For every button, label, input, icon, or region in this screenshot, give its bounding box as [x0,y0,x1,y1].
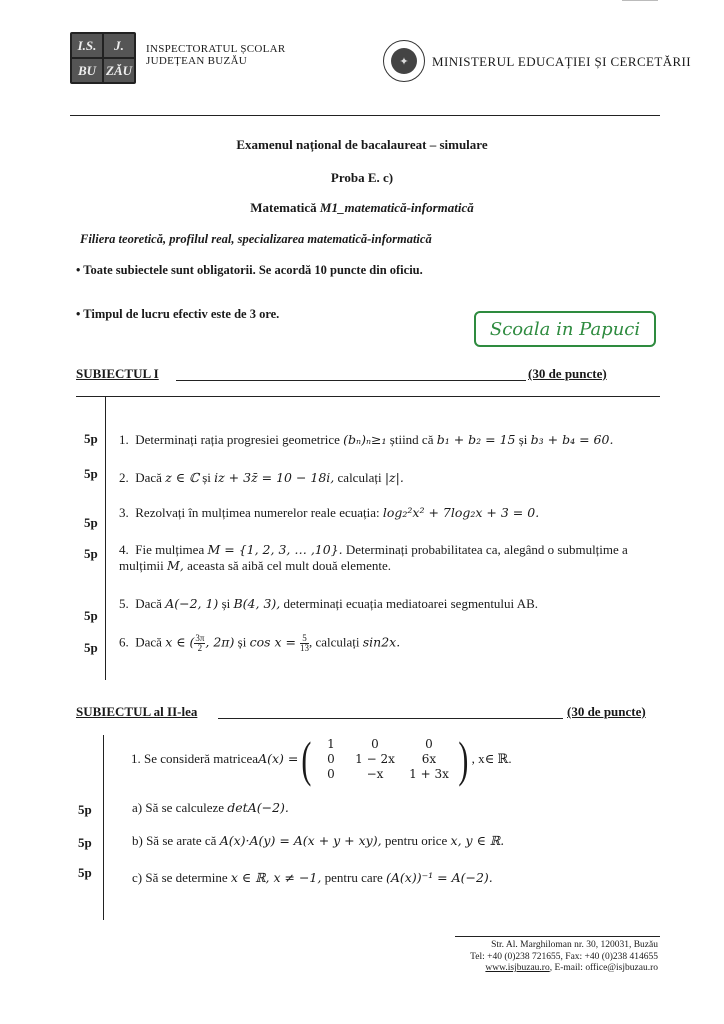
footer-email: , E-mail: office@isjbuzau.ro [549,963,658,973]
section2-margin-line [103,735,104,920]
matrix-cell: 0 [425,736,433,751]
isj-name [146,43,286,67]
footer-address [380,940,658,975]
romania-crest-icon [383,40,425,82]
section1-divider [76,396,660,397]
s1-item-4 [119,542,659,574]
s1-item-1 [119,432,613,448]
item-text: Determinați rația progresiei geometrice [135,432,344,447]
fraction-numerator: 5 [300,634,309,644]
watermark-stamp: Scoala in Papuci [474,311,656,347]
item-points: 5p [78,802,92,817]
s1-item-3 [119,505,539,521]
s2-item-a [132,800,289,816]
matrix-cell: 0 [327,766,335,781]
item-number: 1. [119,432,129,447]
section1-underline [176,380,526,381]
item-text: , x∈ ℝ. [471,751,512,766]
item-math: B(4, 3), [233,596,281,611]
item-points: 5p [84,466,98,481]
crest-shield-icon: ✦ [391,48,417,74]
fraction-numerator: 3π [195,633,205,643]
item-math: b₃ + b₄ = 60. [530,432,614,447]
item-math: cos x = [249,634,300,650]
item-math: z ∈ ℂ [165,470,199,485]
item-points: 5p [84,640,98,655]
matrix-left-paren: ( [301,731,312,787]
item-math: iz + 3z̄ = 10 − 18i, [214,470,335,485]
item-math: A(x)·A(y) = A(x + y + xy), [219,833,382,848]
s1-item-5 [119,596,538,612]
subject-name: M1_matematică-informatică [319,200,474,215]
item-text: Dacă [135,596,166,611]
isj-logo-cell: I.S. [72,34,102,57]
matrix-cell: 1 + 3x [409,766,449,781]
matrix-cell: 1 [327,736,335,751]
fraction [194,634,205,653]
item-math: (A(x))⁻¹ = A(−2). [385,870,493,885]
exam-title: Examenul național de bacalaureat – simulare [236,137,488,152]
item-text: c) Să se determine [132,870,231,885]
isj-logo-cell: BU [72,59,102,82]
item-points: 5p [78,835,92,850]
section1-points: (30 de puncte) [528,366,607,381]
matrix-cell: 6x [421,751,437,766]
item-text: b) Să se arate că [132,833,220,848]
matrix-right-paren: ) [458,731,469,787]
section2-title: SUBIECTUL al II-lea [76,704,198,719]
item-points: 5p [84,515,98,530]
item-text: Determinați probabilitatea ca, alegând o submulțime a mulțimii [119,542,628,573]
item-text: a) Să se calculeze [132,800,228,815]
s2-item-c [132,870,493,886]
isj-logo-cell: J. [104,34,134,57]
item-text: Dacă [135,470,166,485]
item-math: M = {1, 2, 3, … ,10}. [207,542,343,557]
page-edge-mark [622,0,658,1]
footer-contact [380,963,658,975]
item-number: 3. [119,505,129,520]
instruction-mandatory: • Toate subiectele sunt obligatorii. Se acordă 10 puncte din oficiu. [76,263,423,277]
item-text: determinați ecuația mediatoarei segmentului AB. [280,596,538,611]
item-text: Dacă [135,634,166,650]
footer-street: Str. Al. Marghiloman nr. 30, 120031, Buzău [491,940,658,950]
item-number: 4. [119,542,129,557]
header-divider [70,115,660,116]
item-math: x ∈ ( [165,634,195,650]
s2-intro [131,731,512,787]
section2-points: (30 de puncte) [567,704,646,719]
item-math: , 2π) [205,634,235,650]
fraction [300,634,309,653]
item-text: Fie mulțimea [135,542,208,557]
item-math: b₁ + b₂ = 15 [436,432,516,447]
item-points: 5p [84,608,98,623]
s2-item-b [132,833,504,849]
instruction-time: • Timpul de lucru efectiv este de 3 ore. [76,307,280,321]
item-text: și [198,470,215,485]
matrix-cell: 0 [371,736,379,751]
subject-prefix: Matematică [250,200,320,215]
item-text: și [218,596,234,611]
item-text: știind că [386,432,437,447]
website-link[interactable]: www.isjbuzau.ro [485,963,550,973]
matrix-cell: 1 − 2x [355,751,395,766]
fraction-denominator: 13 [299,643,309,653]
isj-name-line1: INSPECTORATUL ȘCOLAR [146,43,286,55]
item-points: 5p [78,865,92,880]
ministry-name: MINISTERUL EDUCAȚIEI ȘI CERCETĂRII [432,54,692,69]
s1-item-2 [119,470,404,486]
item-math: M, [167,558,184,573]
item-text: aceasta să aibă cel mult două elemente. [183,558,392,573]
item-text: și [515,432,531,447]
isj-logo [70,32,136,84]
item-math: x, y ∈ ℝ. [450,833,505,848]
item-text: calculați [334,470,385,485]
matrix-cell: −x [366,766,384,781]
item-math: sin2x. [362,634,401,650]
item-points: 5p [84,546,98,561]
item-math: detA(−2). [227,800,289,815]
isj-name-line2: JUDEȚEAN BUZĂU [146,55,248,67]
item-text: și [234,634,250,650]
item-math: x ∈ ℝ, x ≠ −1, [230,870,322,885]
item-text: , calculați [308,634,363,650]
matrix-grid [315,737,455,782]
section1-title: SUBIECTUL I [76,366,159,381]
section2-underline [218,718,563,719]
item-text: pentru orice [381,833,451,848]
item-number: 2. [119,470,129,485]
item-text: 1. Se consideră matricea [131,751,259,766]
matrix-A [298,731,471,787]
filiera-line: Filiera teoretică, profilul real, specializarea matematică-informatică [80,232,432,246]
subject-title [0,200,724,216]
item-text: Rezolvați în mulțimea numerelor reale ecuația: [135,505,383,520]
proba-title: Proba E. c) [330,170,394,185]
item-number: 6. [119,634,129,650]
matrix-cell: 0 [327,751,335,766]
s1-item-6 [119,634,400,653]
item-math: (bₙ)ₙ≥₁ [343,432,387,447]
item-text: pentru care [321,870,386,885]
item-math: log₂²x² + 7log₂x + 3 = 0. [382,505,540,520]
item-math: |z|. [384,470,404,485]
fraction-denominator: 2 [197,643,203,653]
footer-divider [455,936,660,937]
item-points: 5p [84,431,98,446]
section1-margin-line [105,396,106,680]
item-math: A(−2, 1) [165,596,219,611]
isj-logo-cell: ZĂU [104,59,134,82]
item-math: A(x) = [258,751,299,766]
footer-phone: Tel: +40 (0)238 721655, Fax: +40 (0)238 414655 [470,951,658,962]
item-number: 5. [119,596,129,611]
